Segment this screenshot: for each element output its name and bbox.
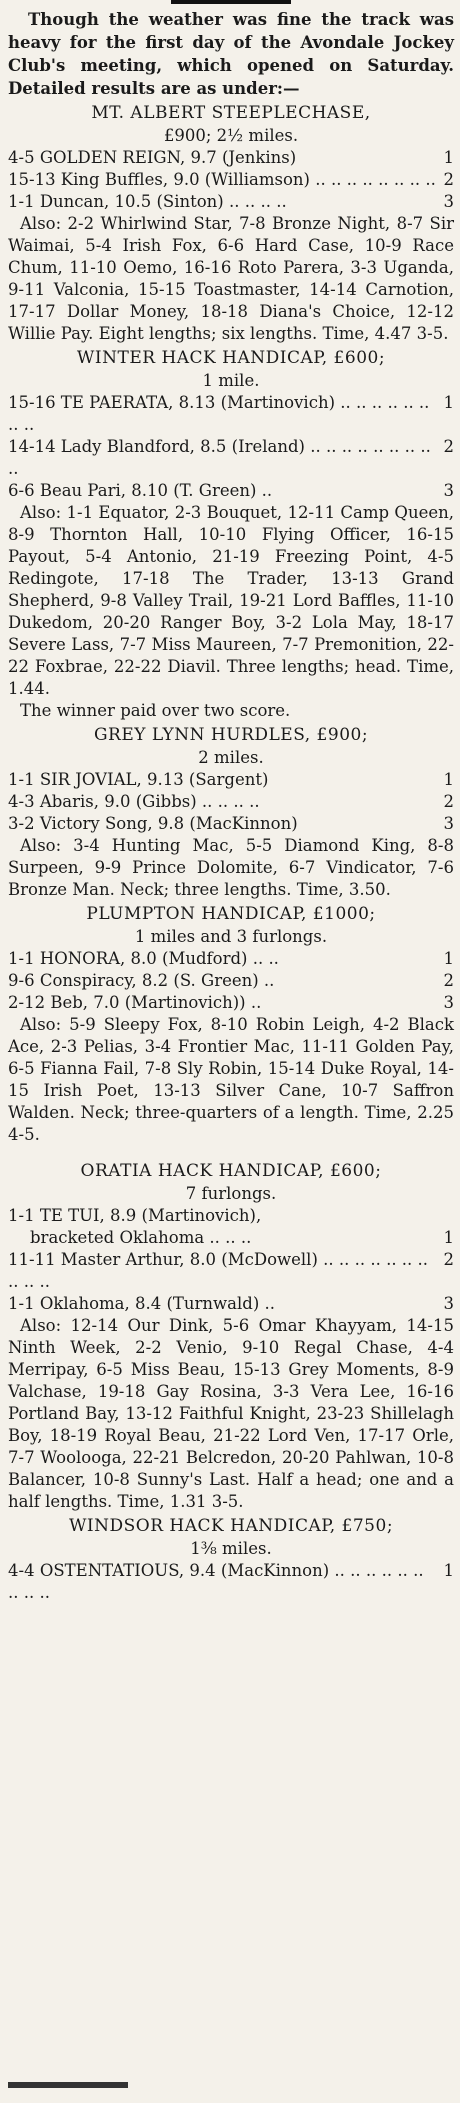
placing-text: 1-1 SIR JOVIAL, 9.13 (Sargent) (8, 770, 269, 789)
race-stake-distance: 1⅜ miles. (190, 1539, 272, 1558)
also-ran-text: Also: 3-4 Hunting Mac, 5-5 Diamond King, 8-8 Surpeen, 9-9 Prince Dolomite, 6-7 Vindicator, 7-6 Bronze Man. Neck; three lengths. Time, 3.50. (8, 836, 454, 899)
race-section (8, 102, 454, 345)
placing-row (8, 169, 454, 191)
placing-row (8, 392, 454, 436)
placing-position: 3 (443, 993, 454, 1012)
placing-position: 2 (443, 437, 454, 456)
placing-row (8, 1205, 454, 1249)
race-stake-distance: 2 miles. (198, 748, 264, 767)
placing-position: 1 (443, 770, 454, 789)
placing-text: 15-13 King Buffles, 9.0 (Williamson) .. .. .. .. .. .. .. .. (8, 170, 436, 189)
race-title: PLUMPTON HANDICAP, £1000; (86, 904, 376, 924)
placing-position: 1 (443, 393, 454, 412)
race-title: GREY LYNN HURDLES, £900; (93, 725, 369, 745)
bottom-rule (8, 2082, 128, 2088)
placing-text: 1-1 TE TUI, 8.9 (Martinovich), (8, 1206, 262, 1225)
section-gap (8, 1146, 454, 1158)
placing-continuation: bracketed Oklahoma .. .. .. (30, 1228, 252, 1247)
race-section (8, 1160, 454, 1513)
placing-text: 4-3 Abaris, 9.0 (Gibbs) .. .. .. .. (8, 792, 260, 811)
race-section (8, 903, 454, 1146)
race-section (8, 347, 454, 722)
placing-position: 3 (443, 1294, 454, 1313)
placing-position: 1 (443, 1228, 454, 1247)
placing-position: 1 (443, 148, 454, 167)
placing-text: 6-6 Beau Pari, 8.10 (T. Green) .. (8, 481, 273, 500)
placing-row (8, 1293, 454, 1315)
placing-position: 3 (443, 192, 454, 211)
placing-text: 1-1 Oklahoma, 8.4 (Turnwald) .. (8, 1294, 276, 1313)
placing-text: 15-16 TE PAERATA, 8.13 (Martinovich) .. .. .. .. .. .. .. .. (8, 393, 430, 434)
placing-row (8, 191, 454, 213)
placing-text: 11-11 Master Arthur, 8.0 (McDowell) .. .. .. .. .. .. .. .. .. .. (8, 1250, 429, 1291)
placing-position: 3 (443, 481, 454, 500)
placing-position: 2 (443, 1250, 454, 1269)
placing-row (8, 813, 454, 835)
also-ran-text: Also: 5-9 Sleepy Fox, 8-10 Robin Leigh, 4-2 Black Ace, 2-3 Pelias, 3-4 Frontier Mac, 11-11 Golden Pay, 6-5 Fianna Fail, 7-8 Sly Robin, 15-14 Duke Royal, 14-15 Irish Poet, 13-13 Silver Cane, 10-7 Saffron Walden. Neck; three-quarters of a length. Time, 2.25 4-5. (8, 1015, 454, 1144)
race-section (8, 1515, 454, 1604)
placing-row (8, 147, 454, 169)
placing-text: 2-12 Beb, 7.0 (Martinovich)) .. (8, 993, 262, 1012)
placing-row (8, 791, 454, 813)
race-section (8, 724, 454, 901)
race-title: ORATIA HACK HANDICAP, £600; (80, 1161, 382, 1181)
placing-position: 2 (443, 170, 454, 189)
placing-row (8, 769, 454, 791)
placing-text: 9-6 Conspiracy, 8.2 (S. Green) .. (8, 971, 275, 990)
placing-row (8, 1560, 454, 1604)
placing-position: 1 (443, 1561, 454, 1580)
placing-text: 4-4 OSTENTATIOUS, 9.4 (MacKinnon) .. .. .. .. .. .. .. .. .. (8, 1561, 424, 1602)
placing-text: 1-1 HONORA, 8.0 (Mudford) .. .. (8, 949, 279, 968)
placing-row (8, 992, 454, 1014)
top-rule (171, 0, 291, 4)
also-ran-text: Also: 1-1 Equator, 2-3 Bouquet, 12-11 Camp Queen, 8-9 Thornton Hall, 10-10 Flying Officer, 16-15 Payout, 5-4 Antonio, 21-19 Freezing Point, 4-5 Redingote, 17-18 The Trader, 13-13 Grand Shepherd, 9-8 Valley Trail, 19-21 Lord Baffles, 11-10 Dukedom, 20-20 Ranger Boy, 3-2 Lola May, 18-17 Severe Lass, 7-7 Miss Maureen, 7-7 Premonition, 22-22 Foxbrae, 22-22 Diavil. Three lengths; head. Time, 1.44. (8, 503, 454, 698)
placing-row (8, 1249, 454, 1293)
race-title: WINTER HACK HANDICAP, £600; (76, 348, 386, 368)
placing-row (8, 948, 454, 970)
placing-position: 2 (443, 971, 454, 990)
race-note: The winner paid over two score. (20, 701, 291, 720)
also-ran-text: Also: 12-14 Our Dink, 5-6 Omar Khayyam, 14-15 Ninth Week, 2-2 Venio, 9-10 Regal Chase, 4-4 Merripay, 6-5 Miss Beau, 15-13 Grey Moments, 8-9 Valchase, 19-18 Gay Rosina, 3-3 Vera Lee, 16-16 Portland Bay, 13-12 Faithful Knight, 23-23 Shillelagh Boy, 18-19 Royal Beau, 21-22 Lord Ven, 17-17 Orle, 7-7 Woolooga, 22-21 Belcredon, 20-20 Pahlwan, 10-8 Balancer, 10-8 Sunny's Last. Half a head; one and a half lengths. Time, 1.31 3-5. (8, 1316, 454, 1511)
placing-text: 4-5 GOLDEN REIGN, 9.7 (Jenkins) (8, 148, 297, 167)
race-title: WINDSOR HACK HANDICAP, £750; (68, 1516, 394, 1536)
race-stake-distance: 1 miles and 3 furlongs. (134, 927, 328, 946)
placing-row (8, 436, 454, 480)
race-stake-distance: 1 mile. (202, 371, 260, 390)
also-ran-text: Also: 2-2 Whirlwind Star, 7-8 Bronze Night, 8-7 Sir Waimai, 5-4 Irish Fox, 6-6 Hard Case, 10-9 Race Chum, 11-10 Oemo, 16-16 Roto Parera, 3-3 Uganda, 9-11 Valconia, 15-15 Toastmaster, 14-14 Carnotion, 17-17 Dollar Money, 18-18 Diana's Choice, 12-12 Willie Pay. Eight lengths; six lengths. Time, 4.47 3-5. (8, 214, 454, 343)
placing-position: 3 (443, 814, 454, 833)
race-stake-distance: 7 furlongs. (185, 1184, 277, 1203)
intro-paragraph: Though the weather was fine the track was heavy for the first day of the Avondale Jockey Club's meeting, which opened on Saturday. Detailed results are as under:— (8, 10, 454, 98)
race-title: MT. ALBERT STEEPLECHASE, (91, 103, 371, 123)
placing-text: 3-2 Victory Song, 9.8 (MacKinnon) (8, 814, 298, 833)
placing-text: 14-14 Lady Blandford, 8.5 (Ireland) .. .. .. .. .. .. .. .. .. (8, 437, 431, 478)
placing-row (8, 970, 454, 992)
placing-row (8, 480, 454, 502)
placing-position: 1 (443, 949, 454, 968)
race-stake-distance: £900; 2½ miles. (163, 126, 299, 145)
placing-text: 1-1 Duncan, 10.5 (Sinton) .. .. .. .. (8, 192, 287, 211)
placing-position: 2 (443, 792, 454, 811)
